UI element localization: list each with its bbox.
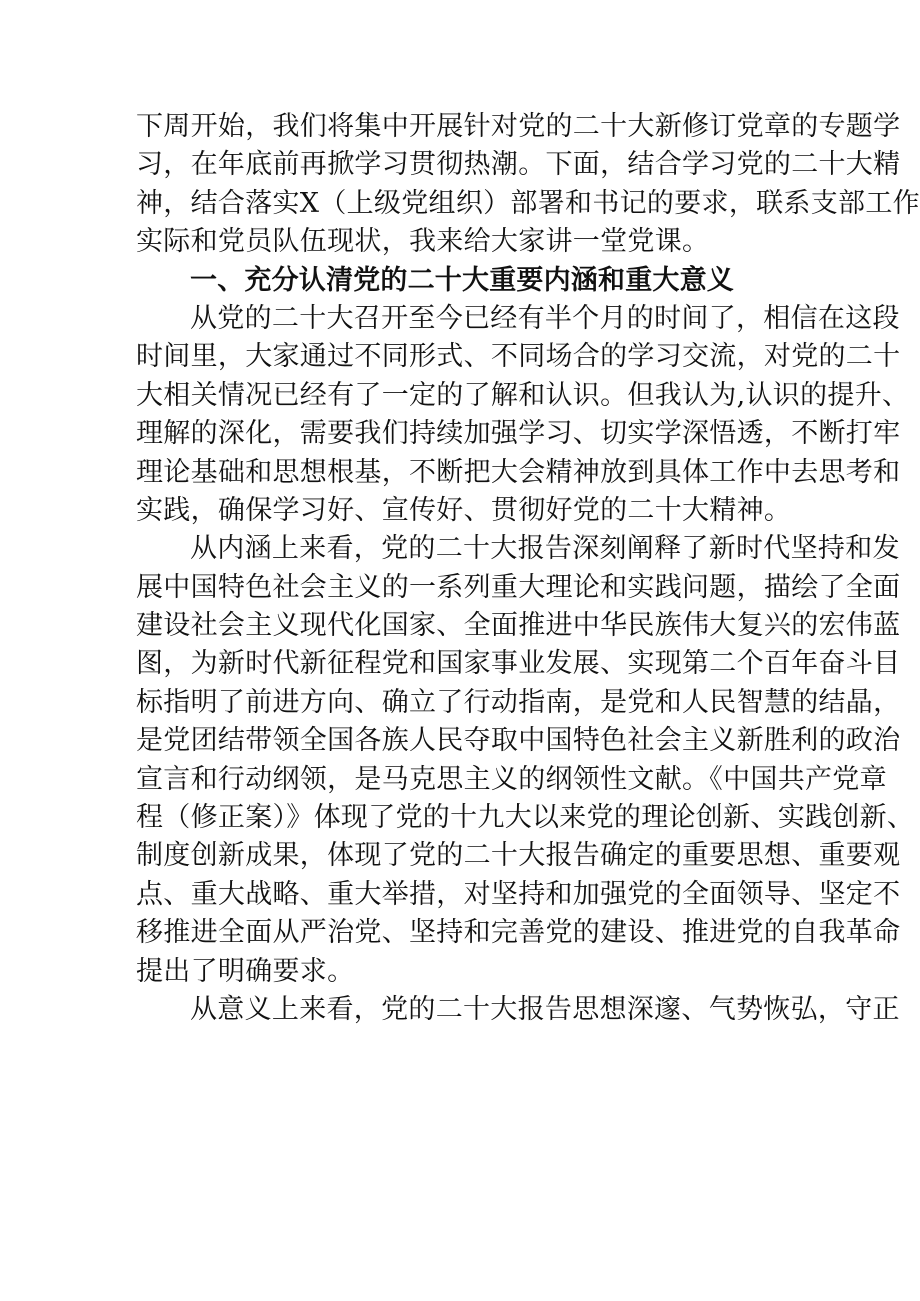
section-heading-1: 一、充分认清党的二十大重要内涵和重大意义 [190,264,734,296]
text-line: 从党的二十大召开至今已经有半个月的时间了，相信在这段 [190,302,900,334]
text-line: 是党团结带领全国各族人民夺取中国特色社会主义新胜利的政治 [136,725,901,757]
text-line: 标指明了前进方向、确立了行动指南，是党和人民智慧的结晶， [136,686,901,718]
text-line: 宣言和行动纲领，是马克思主义的纲领性文献。《中国共产党章 [136,763,887,795]
text-line: 实际和党员队伍现状，我来给大家讲一堂党课。 [136,226,710,258]
document-body [136,108,920,1029]
text-line: 从内涵上来看，党的二十大报告深刻阐释了新时代坚持和发 [190,533,900,565]
text-line: 理论基础和思想根基，不断把大会精神放到具体工作中去思考和 [136,456,901,488]
text-line: 移推进全面从严治党、坚持和完善党的建设、推进党的自我革命 [136,917,901,949]
text-line: 大相关情况已经有了一定的了解和认识。但我认为,认识的提升、 [136,379,910,411]
text-line: 图，为新时代新征程党和国家事业发展、实现第二个百年奋斗目 [136,648,901,680]
text-line: 神，结合落实X（上级党组织）部署和书记的要求，联系支部工作 [136,187,920,219]
paragraph-connotation [136,530,915,991]
text-line: 建设社会主义现代化国家、全面推进中华民族伟大复兴的宏伟蓝 [136,610,901,642]
text-line: 理解的深化，需要我们持续加强学习、切实学深悟透，不断打牢 [136,418,901,450]
text-line: 习，在年底前再掀学习贯彻热潮。下面，结合学习党的二十大精 [136,149,901,181]
text-line: 下周开始，我们将集中开展针对党的二十大新修订党章的专题学 [136,111,901,142]
text-line: 点、重大战略、重大举措，对坚持和加强党的全面领导、坚定不 [136,878,901,910]
text-line: 时间里，大家通过不同形式、不同场合的学习交流，对党的二十 [136,341,901,373]
text-line: 程（修正案）》体现了党的十九大以来党的理论创新、实践创新、 [136,802,915,834]
text-line: 从意义上来看，党的二十大报告思想深邃、气势恢弘，守正 [190,993,900,1025]
text-line: 制度创新成果，体现了党的二十大报告确定的重要思想、重要观 [136,840,901,872]
paragraph-understanding [136,300,910,530]
paragraph-significance [136,991,900,1029]
text-line: 展中国特色社会主义的一系列重大理论和实践问题，描绘了全面 [136,571,901,603]
paragraph-intro [136,108,920,262]
text-line: 提出了明确要求。 [136,955,355,987]
text-line: 实践，确保学习好、宣传好、贯彻好党的二十大精神。 [136,494,792,526]
